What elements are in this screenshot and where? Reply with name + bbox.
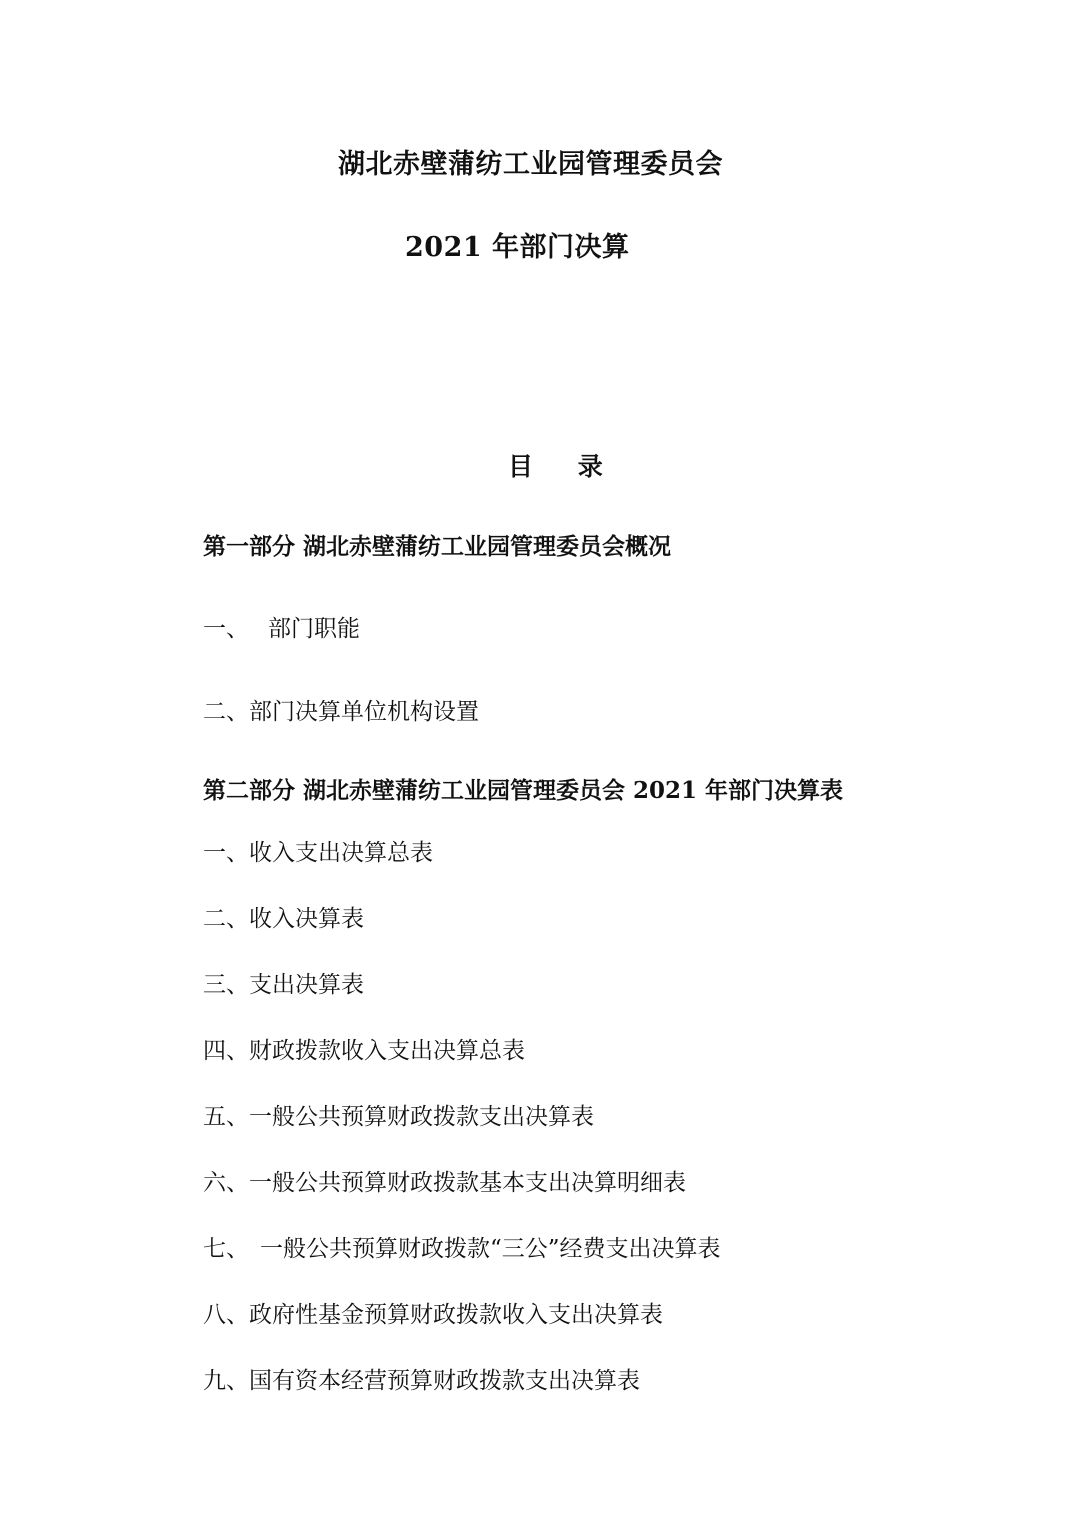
toc-part-2: 第二部分 湖北赤壁蒲纺工业园管理委员会 2021 年部门决算表: [203, 777, 844, 804]
toc-item-number: 一、: [203, 840, 249, 866]
toc-item: [203, 834, 433, 867]
toc-item: [203, 1362, 640, 1395]
document-title-line1: 湖北赤壁蒲纺工业园管理委员会: [338, 149, 723, 180]
toc-item-number: 一、: [203, 616, 249, 642]
toc-item: [203, 693, 479, 726]
toc-item-text: 财政拨款收入支出决算总表: [249, 1038, 525, 1064]
toc-item-number: 四、: [203, 1038, 249, 1064]
toc-item-text: 收入决算表: [249, 906, 364, 932]
toc-item-number: 二、: [203, 699, 249, 725]
toc-item-number: 八、: [203, 1302, 249, 1328]
toc-item-text: 一般公共预算财政拨款“三公”经费支出决算表: [260, 1236, 721, 1262]
toc-item-text: 一般公共预算财政拨款基本支出决算明细表: [249, 1170, 686, 1196]
toc-item: [203, 610, 360, 643]
toc-item-text: 一般公共预算财政拨款支出决算表: [249, 1104, 594, 1130]
toc-item: [203, 1098, 594, 1131]
toc-item-number: 三、: [203, 972, 249, 998]
toc-item: [203, 900, 364, 933]
toc-item: [203, 1164, 686, 1197]
toc-item-text: 支出决算表: [249, 972, 364, 998]
toc-item-number: 九、: [203, 1368, 249, 1394]
toc-item: [203, 1296, 663, 1329]
toc-item-number: 二、: [203, 906, 249, 932]
toc-item: [203, 966, 364, 999]
toc-item-number: 七、: [203, 1236, 249, 1262]
toc-item: [203, 1032, 525, 1065]
toc-item: [203, 1230, 721, 1263]
toc-heading: 目 录: [508, 452, 621, 481]
toc-item-text: 部门决算单位机构设置: [249, 699, 479, 725]
toc-item-text: 收入支出决算总表: [249, 840, 433, 866]
toc-part-1: 第一部分 湖北赤壁蒲纺工业园管理委员会概况: [203, 533, 672, 560]
toc-item-number: 六、: [203, 1170, 249, 1196]
toc-item-text: 国有资本经营预算财政拨款支出决算表: [249, 1368, 640, 1394]
document-title-line2: 2021 年部门决算: [405, 232, 630, 263]
toc-item-number: 五、: [203, 1104, 249, 1130]
toc-item-text: 部门职能: [268, 616, 360, 642]
toc-item-text: 政府性基金预算财政拨款收入支出决算表: [249, 1302, 663, 1328]
